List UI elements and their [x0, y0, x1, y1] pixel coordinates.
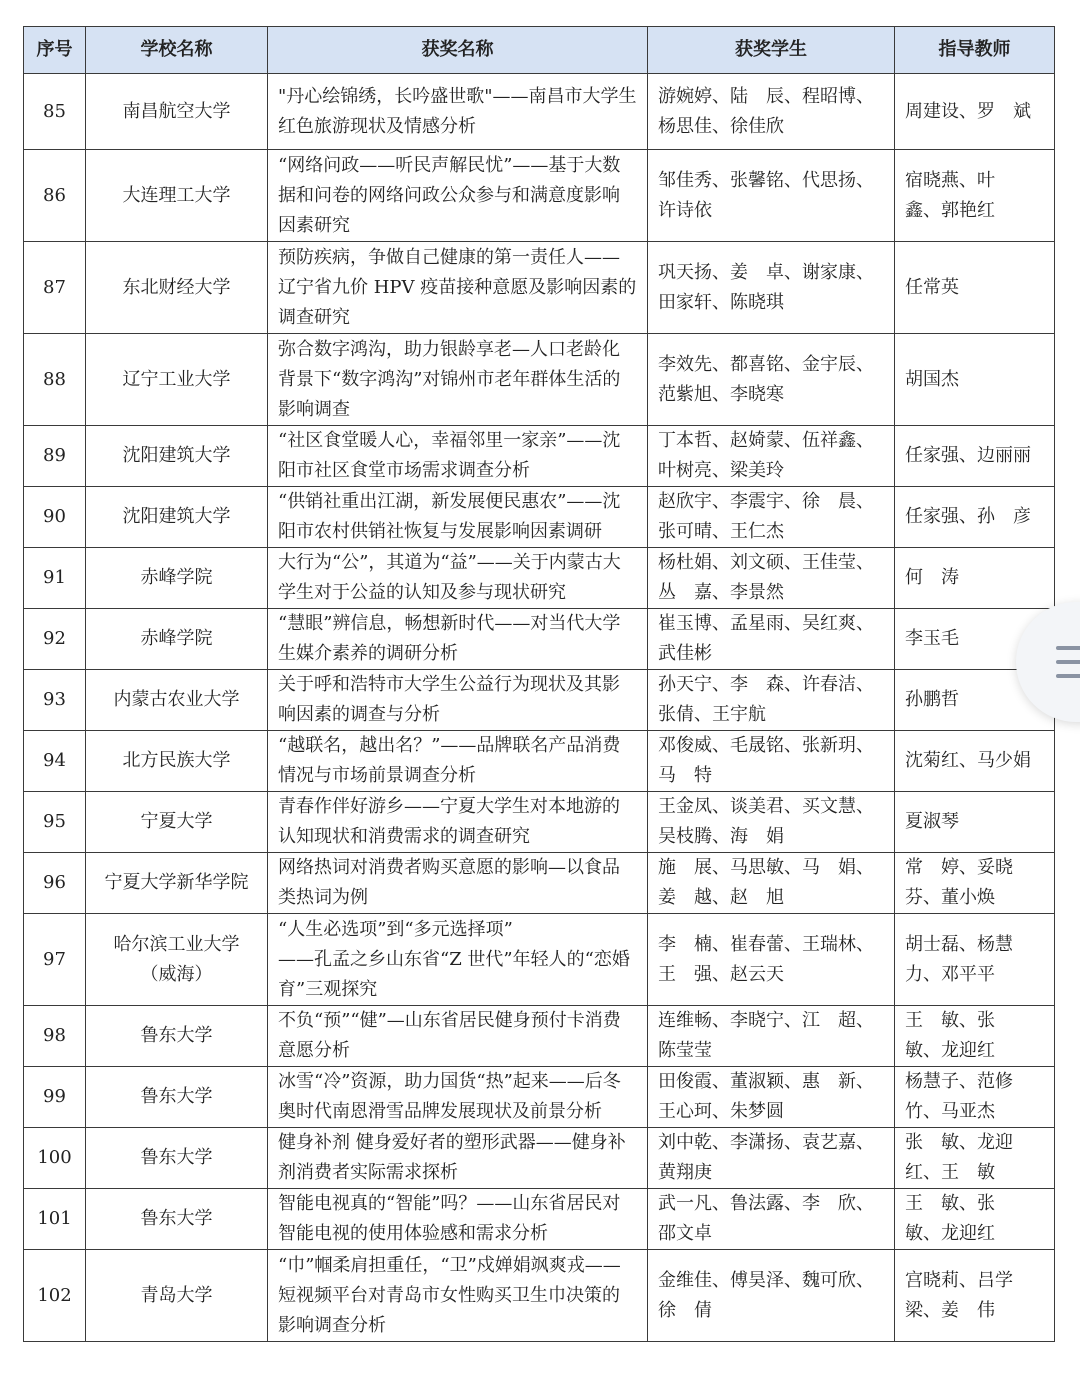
row-school: 辽宁工业大学: [86, 334, 268, 426]
row-no: 102: [24, 1250, 86, 1342]
table-row: [24, 792, 1055, 853]
row-teachers: 任常英: [895, 242, 1055, 334]
row-teachers: 何 涛: [895, 548, 1055, 609]
table-row: [24, 1250, 1055, 1342]
row-no: 88: [24, 334, 86, 426]
table-row: [24, 670, 1055, 731]
row-students: 连维畅、李晓宁、江 超、陈莹莹: [648, 1006, 895, 1067]
row-no: 85: [24, 74, 86, 150]
row-title: 青春作伴好游乡——宁夏大学生对本地游的认知现状和消费需求的调查研究: [268, 792, 648, 853]
row-teachers: 任家强、边丽丽: [895, 426, 1055, 487]
row-title: “网络问政——听民声解民忧”——基于大数据和问卷的网络问政公众参与和满意度影响因素研究: [268, 150, 648, 242]
row-school: 大连理工大学: [86, 150, 268, 242]
row-students: 刘中乾、李潇扬、袁艺嘉、黄翔庚: [648, 1128, 895, 1189]
row-title: 不负“预”“健”—山东省居民健身预付卡消费意愿分析: [268, 1006, 648, 1067]
row-students: 巩天扬、姜 卓、谢家康、田家轩、陈晓琪: [648, 242, 895, 334]
header-no: 序号: [24, 27, 86, 74]
row-no: 91: [24, 548, 86, 609]
row-school: 青岛大学: [86, 1250, 268, 1342]
row-teachers: 李玉毛: [895, 609, 1055, 670]
table-row: [24, 150, 1055, 242]
table-row: [24, 487, 1055, 548]
header-students: 获奖学生: [648, 27, 895, 74]
row-title-line2: ——孔孟之乡山东省“Z 世代”年轻人的“恋婚育”三观探究: [278, 948, 630, 1000]
row-students: 孙天宁、李 森、许春洁、张倩、王宇航: [648, 670, 895, 731]
row-students: 游婉婷、陆 辰、程昭博、杨思佳、徐佳欣: [648, 74, 895, 150]
row-title: “慧眼”辨信息，畅想新时代——对当代大学生媒介素养的调研分析: [268, 609, 648, 670]
row-no: 99: [24, 1067, 86, 1128]
menu-icon[interactable]: [1056, 646, 1080, 678]
table-row: [24, 1128, 1055, 1189]
row-students: 李 楠、崔春蕾、王瑞林、王 强、赵云天: [648, 914, 895, 1006]
table-row: [24, 914, 1055, 1006]
row-students: 施 展、马思敏、马 娟、姜 越、赵 旭: [648, 853, 895, 914]
row-title: 关于呼和浩特市大学生公益行为现状及其影响因素的调查与分析: [268, 670, 648, 731]
row-students: 李效先、都喜铭、金宇辰、范紫旭、李晓寒: [648, 334, 895, 426]
row-no: 100: [24, 1128, 86, 1189]
row-teachers: 周建设、罗 斌: [895, 74, 1055, 150]
header-row: [24, 27, 1055, 74]
table-row: [24, 1006, 1055, 1067]
row-students: 崔玉博、孟星雨、吴红爽、武佳彬: [648, 609, 895, 670]
row-no: 95: [24, 792, 86, 853]
row-students: 杨杜娟、刘文硕、王佳莹、丛 嘉、李景然: [648, 548, 895, 609]
row-no: 96: [24, 853, 86, 914]
row-no: 101: [24, 1189, 86, 1250]
row-title-line1: “人生必选项”到“多元选择项”: [278, 918, 513, 940]
row-teachers: 宫晓莉、吕学梁、姜 伟: [895, 1250, 1055, 1342]
row-title: "丹心绘锦绣，长吟盛世歌"——南昌市大学生红色旅游现状及情感分析: [268, 74, 648, 150]
row-no: 93: [24, 670, 86, 731]
row-school: 沈阳建筑大学: [86, 487, 268, 548]
row-no: 87: [24, 242, 86, 334]
row-school: 内蒙古农业大学: [86, 670, 268, 731]
row-teachers: 胡国杰: [895, 334, 1055, 426]
row-school: 赤峰学院: [86, 609, 268, 670]
row-teachers: 胡士磊、杨慧力、邓平平: [895, 914, 1055, 1006]
header-title: 获奖名称: [268, 27, 648, 74]
row-title: 健身补剂 健身爱好者的塑形武器——健身补剂消费者实际需求探析: [268, 1128, 648, 1189]
table-row: [24, 731, 1055, 792]
row-students: 田俊霞、董淑颖、惠 新、王心珂、朱梦圆: [648, 1067, 895, 1128]
row-teachers: 王 敏、张 敏、龙迎红: [895, 1006, 1055, 1067]
row-title: 网络热词对消费者购买意愿的影响—以食品类热词为例: [268, 853, 648, 914]
row-title: 预防疾病，争做自己健康的第一责任人——辽宁省九价 HPV 疫苗接种意愿及影响因素的调查研究: [268, 242, 648, 334]
row-title: “供销社重出江湖，新发展便民惠农”——沈阳市农村供销社恢复与发展影响因素调研: [268, 487, 648, 548]
row-school: 鲁东大学: [86, 1006, 268, 1067]
row-title: [268, 914, 648, 1006]
row-no: 89: [24, 426, 86, 487]
header-school: 学校名称: [86, 27, 268, 74]
row-teachers: 杨慧子、范修竹、马亚杰: [895, 1067, 1055, 1128]
row-school-line1: 哈尔滨工业大学: [113, 933, 240, 955]
awards-table: [23, 26, 1055, 1342]
table-row: [24, 1189, 1055, 1250]
row-title: 智能电视真的“智能”吗？——山东省居民对智能电视的使用体验感和需求分析: [268, 1189, 648, 1250]
row-school: 宁夏大学新华学院: [86, 853, 268, 914]
row-school: 赤峰学院: [86, 548, 268, 609]
row-teachers: 孙鹏哲: [895, 670, 1055, 731]
row-teachers: 张 敏、龙迎红、王 敏: [895, 1128, 1055, 1189]
row-no: 98: [24, 1006, 86, 1067]
row-students: 赵欣宇、李震宇、徐 晨、张可晴、王仁杰: [648, 487, 895, 548]
row-school: [86, 914, 268, 1006]
row-school: 北方民族大学: [86, 731, 268, 792]
row-title: 弥合数字鸿沟，助力银龄享老—人口老龄化背景下“数字鸿沟”对锦州市老年群体生活的影响调查: [268, 334, 648, 426]
row-school: 鲁东大学: [86, 1128, 268, 1189]
table-row: [24, 853, 1055, 914]
row-school: 鲁东大学: [86, 1189, 268, 1250]
row-teachers: 王 敏、张 敏、龙迎红: [895, 1189, 1055, 1250]
row-school: 鲁东大学: [86, 1067, 268, 1128]
row-students: 邓俊威、毛晟铭、张新玥、马 特: [648, 731, 895, 792]
table-row: [24, 334, 1055, 426]
table-row: [24, 426, 1055, 487]
row-teachers: 沈菊红、马少娟: [895, 731, 1055, 792]
row-title: 大行为“公”，其道为“益”——关于内蒙古大学生对于公益的认知及参与现状研究: [268, 548, 648, 609]
table-row: [24, 74, 1055, 150]
row-students: 金维佳、傅昊泽、魏可欣、徐 倩: [648, 1250, 895, 1342]
row-students: 王金凤、谈美君、买文慧、吴枝腾、海 娟: [648, 792, 895, 853]
row-no: 94: [24, 731, 86, 792]
row-school: 沈阳建筑大学: [86, 426, 268, 487]
row-students: 武一凡、鲁法露、李 欣、邵文卓: [648, 1189, 895, 1250]
row-teachers: 夏淑琴: [895, 792, 1055, 853]
row-no: 92: [24, 609, 86, 670]
row-teachers: 常 婷、妥晓芬、董小焕: [895, 853, 1055, 914]
row-title: “越联名，越出名？”——品牌联名产品消费情况与市场前景调查分析: [268, 731, 648, 792]
row-school: 宁夏大学: [86, 792, 268, 853]
row-students: 邹佳秀、张馨铭、代思扬、许诗依: [648, 150, 895, 242]
row-teachers: 任家强、孙 彦: [895, 487, 1055, 548]
row-no: 86: [24, 150, 86, 242]
row-school: 南昌航空大学: [86, 74, 268, 150]
row-title: “巾”帼柔肩担重任，“卫”戍婵娟飒爽戎——短视频平台对青岛市女性购买卫生巾决策的影响调查分析: [268, 1250, 648, 1342]
row-students: 丁本哲、赵婍蒙、伍祥鑫、叶树亮、梁美玲: [648, 426, 895, 487]
header-teachers: 指导教师: [895, 27, 1055, 74]
row-title: “社区食堂暖人心，幸福邻里一家亲”——沈阳市社区食堂市场需求调查分析: [268, 426, 648, 487]
table-row: [24, 242, 1055, 334]
row-title: 冰雪“冷”资源，助力国货“热”起来——后冬奥时代南恩滑雪品牌发展现状及前景分析: [268, 1067, 648, 1128]
table-row: [24, 548, 1055, 609]
row-no: 90: [24, 487, 86, 548]
row-school: 东北财经大学: [86, 242, 268, 334]
row-school-line2: （威海）: [140, 963, 213, 985]
table-row: [24, 609, 1055, 670]
table-row: [24, 1067, 1055, 1128]
row-no: 97: [24, 914, 86, 1006]
row-teachers: 宿晓燕、叶 鑫、郭艳红: [895, 150, 1055, 242]
